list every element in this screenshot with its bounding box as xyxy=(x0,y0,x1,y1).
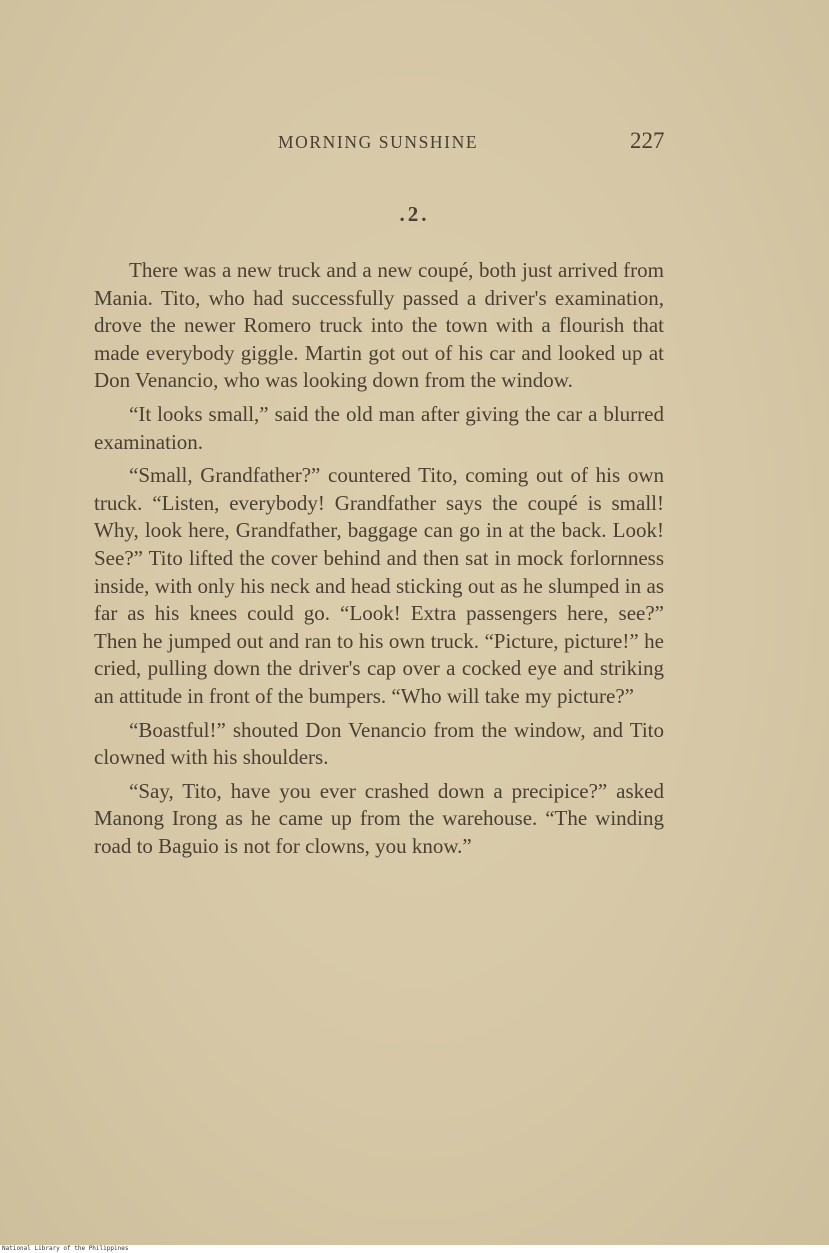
library-credit: National Library of the Philippines xyxy=(2,1245,129,1252)
page-header xyxy=(0,128,829,158)
paragraph-2: “It looks small,” said the old man after giving the car a blurred examination. xyxy=(94,401,664,454)
page-number: 227 xyxy=(630,128,665,153)
paragraph-3: “Small, Grandfather?” countered Tito, coming out of his own truck. “Listen, everybody! Grandfather says the coupé is small! Why, look here, Grandfather, baggage can go in at the back. Look! See?” Tito lifted the cover behind and then sat in mock forlornness inside, with only his neck and head sticking out as he slumped in as far as his knees could go. “Look! Extra passengers here, see?” Then he jumped out and ran to his own truck. “Picture, picture!” he cried, pulling down the driver's cap over a cocked eye and striking an attitude in front of the bumpers. “Who will take my picture?” xyxy=(94,463,664,708)
section-number: .2. xyxy=(399,202,430,226)
paragraph-4: “Boastful!” shouted Don Venancio from the window, and Tito clowned with his shoulders. xyxy=(94,717,664,770)
running-title: MORNING SUNSHINE xyxy=(278,132,479,152)
paragraph-1: There was a new truck and a new coupé, both just arrived from Mania. Tito, who had successfully passed a driver's examination, drove the newer Romero truck into the town with a flourish that made everybody giggle. Martin got out of his car and looked up at Don Venancio, who was looking down from the window. xyxy=(94,258,664,393)
paragraph-5: “Say, Tito, have you ever crashed down a precipice?” asked Manong Irong as he came up from the warehouse. “The winding road to Baguio is not for clowns, you know.” xyxy=(94,778,664,858)
body-text xyxy=(94,257,664,866)
